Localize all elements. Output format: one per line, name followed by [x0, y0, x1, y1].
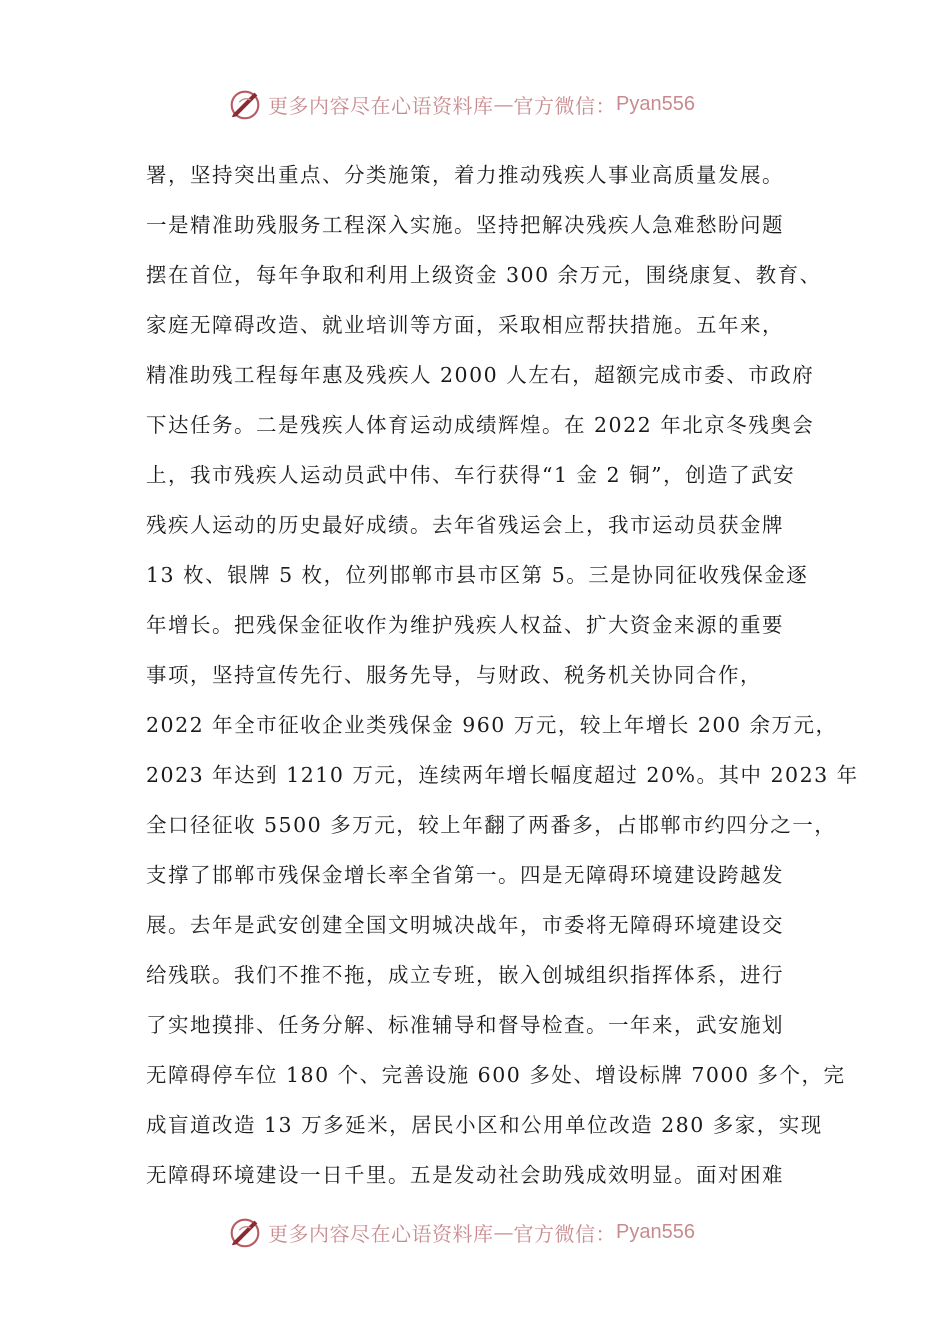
- text-line: 支撑了邯郸市残保金增长率全省第一。四是无障碍环境建设跨越发: [146, 863, 784, 887]
- watermark-separator: —: [493, 92, 514, 116]
- watermark-label: 官方微信：: [513, 1221, 616, 1246]
- watermark-brand: 更多内容尽在心语资料库: [268, 93, 494, 118]
- watermark-brand: 更多内容尽在心语资料库: [268, 1221, 494, 1246]
- text-line: 残疾人运动的历史最好成绩。去年省残运会上，我市运动员获金牌: [146, 513, 784, 537]
- text-line: 2023 年达到 1210 万元，连续两年增长幅度超过 20%。其中 2023 年: [146, 763, 859, 787]
- footer-watermark: [226, 1212, 695, 1252]
- text-line: 全口径征收 5500 多万元，较上年翻了两番多，占邯郸市约四分之一，: [146, 813, 837, 837]
- text-line: 无障碍环境建设一日千里。五是发动社会助残成效明显。面对困难: [146, 1163, 784, 1187]
- watermark-account: Pyan556: [616, 1220, 695, 1243]
- pen-circle-logo-icon: [226, 85, 264, 123]
- text-line: 摆在首位，每年争取和利用上级资金 300 余万元，围绕康复、教育、: [146, 263, 822, 287]
- text-line: 给残联。我们不推不拖，成立专班，嵌入创城组织指挥体系，进行: [146, 963, 784, 987]
- pen-circle-logo-icon: [226, 1213, 264, 1251]
- watermark-account: Pyan556: [616, 92, 695, 115]
- text-line: 了实地摸排、任务分解、标准辅导和督导检查。一年来，武安施划: [146, 1013, 784, 1037]
- text-line: 成盲道改造 13 万多延米，居民小区和公用单位改造 280 多家，实现: [146, 1113, 823, 1137]
- text-line: 家庭无障碍改造、就业培训等方面，采取相应帮扶措施。五年来，: [146, 313, 784, 337]
- text-line: 无障碍停车位 180 个、完善设施 600 多处、增设标牌 7000 多个，完: [146, 1063, 846, 1087]
- text-line: 展。去年是武安创建全国文明城决战年，市委将无障碍环境建设交: [146, 913, 784, 937]
- text-line: 事项，坚持宣传先行、服务先导，与财政、税务机关协同合作，: [146, 663, 762, 687]
- watermark-separator: —: [493, 1220, 514, 1244]
- text-line: 下达任务。二是残疾人体育运动成绩辉煌。在 2022 年北京冬残奥会: [146, 413, 815, 437]
- text-line: 精准助残工程每年惠及残疾人 2000 人左右，超额完成市委、市政府: [146, 363, 815, 387]
- watermark-label: 官方微信：: [513, 93, 616, 118]
- text-line: 署，坚持突出重点、分类施策，着力推动残疾人事业高质量发展。: [146, 163, 784, 187]
- text-line: 一是精准助残服务工程深入实施。坚持把解决残疾人急难愁盼问题: [146, 213, 784, 237]
- text-line: 2022 年全市征收企业类残保金 960 万元，较上年增长 200 余万元，: [146, 713, 838, 737]
- text-line: 上，我市残疾人运动员武中伟、车行获得“1 金 2 铜”，创造了武安: [146, 463, 796, 487]
- text-line: 年增长。把残保金征收作为维护残疾人权益、扩大资金来源的重要: [146, 613, 784, 637]
- text-line: 13 枚、银牌 5 枚，位列邯郸市县市区第 5。三是协同征收残保金逐: [146, 563, 809, 587]
- body-text: [146, 150, 859, 1200]
- header-watermark: [226, 84, 695, 124]
